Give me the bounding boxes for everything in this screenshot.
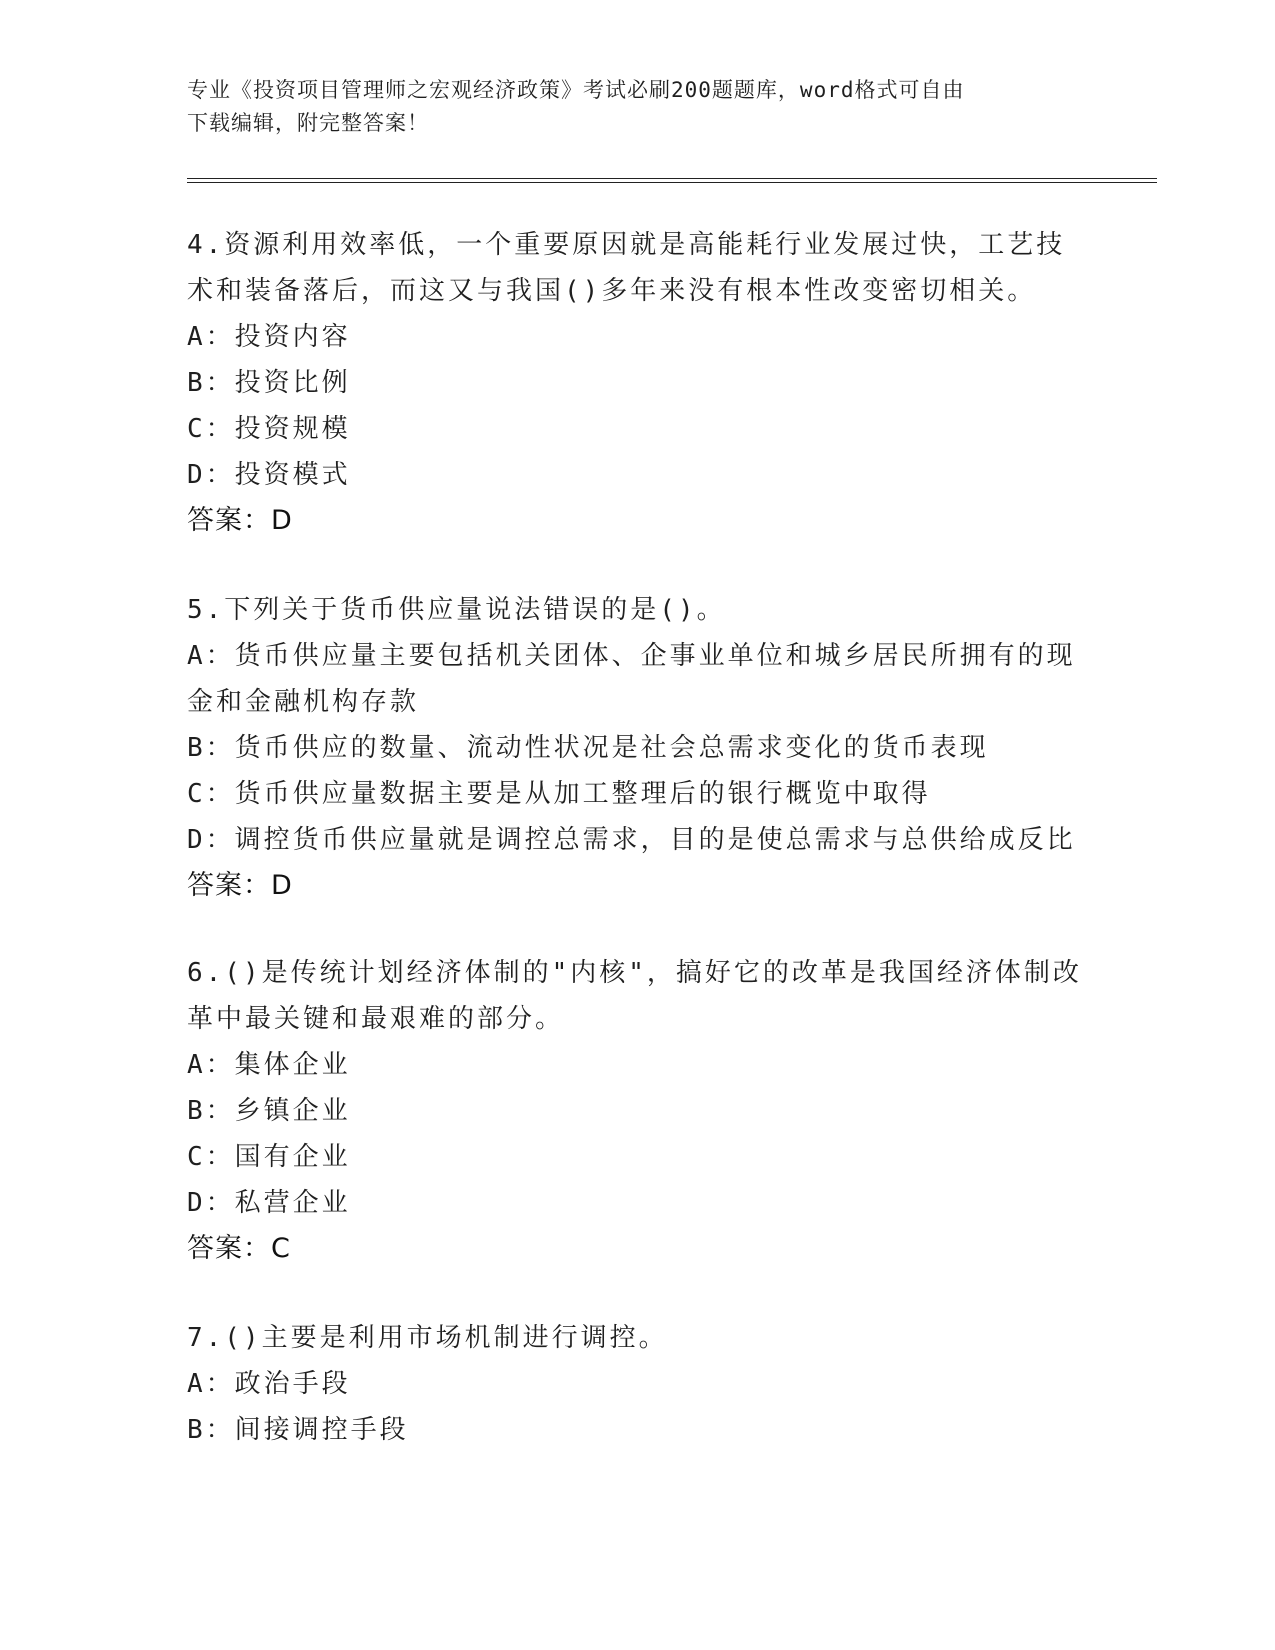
- option-a: A：货币供应量主要包括机关团体、企事业单位和城乡居民所拥有的现: [187, 641, 1076, 671]
- header-divider: [187, 178, 1157, 183]
- question-text: 4.资源利用效率低，一个重要原因就是高能耗行业发展过快，工艺技: [187, 230, 1066, 260]
- question-7: [187, 1315, 1087, 1453]
- answer: 答案：D: [187, 870, 293, 901]
- question-4: [187, 222, 1087, 544]
- option-a: A：集体企业: [187, 1050, 351, 1080]
- header-line: 专业《投资项目管理师之宏观经济政策》考试必刷200题题库，word格式可自由: [187, 78, 965, 102]
- option-c: C：货币供应量数据主要是从加工整理后的银行概览中取得: [187, 779, 931, 809]
- option-a-continued: 金和金融机构存款: [187, 687, 420, 717]
- option-b: B：货币供应的数量、流动性状况是社会总需求变化的货币表现: [187, 733, 989, 763]
- question-text: 6.()是传统计划经济体制的"内核"，搞好它的改革是我国经济体制改: [187, 958, 1082, 988]
- question-text: 5.下列关于货币供应量说法错误的是()。: [187, 595, 726, 625]
- answer: 答案：D: [187, 505, 293, 536]
- option-a: A：政治手段: [187, 1369, 351, 1399]
- option-d: D：投资模式: [187, 460, 351, 490]
- question-6: [187, 950, 1087, 1272]
- option-b: B：间接调控手段: [187, 1415, 409, 1445]
- document-header: [187, 74, 1067, 140]
- option-c: C：国有企业: [187, 1142, 351, 1172]
- question-5: [187, 587, 1087, 909]
- option-d: D：调控货币供应量就是调控总需求，目的是使总需求与总供给成反比: [187, 825, 1076, 855]
- header-line: 下载编辑，附完整答案！: [187, 111, 429, 135]
- option-b: B：投资比例: [187, 368, 351, 398]
- option-c: C：投资规模: [187, 414, 351, 444]
- option-d: D：私营企业: [187, 1188, 351, 1218]
- question-text: 革中最关键和最艰难的部分。: [187, 1004, 565, 1034]
- option-a: A：投资内容: [187, 322, 351, 352]
- question-text: 7.()主要是利用市场机制进行调控。: [187, 1323, 668, 1353]
- answer: 答案：C: [187, 1233, 291, 1264]
- question-text: 术和装备落后，而这又与我国()多年来没有根本性改变密切相关。: [187, 276, 1037, 306]
- option-b: B：乡镇企业: [187, 1096, 351, 1126]
